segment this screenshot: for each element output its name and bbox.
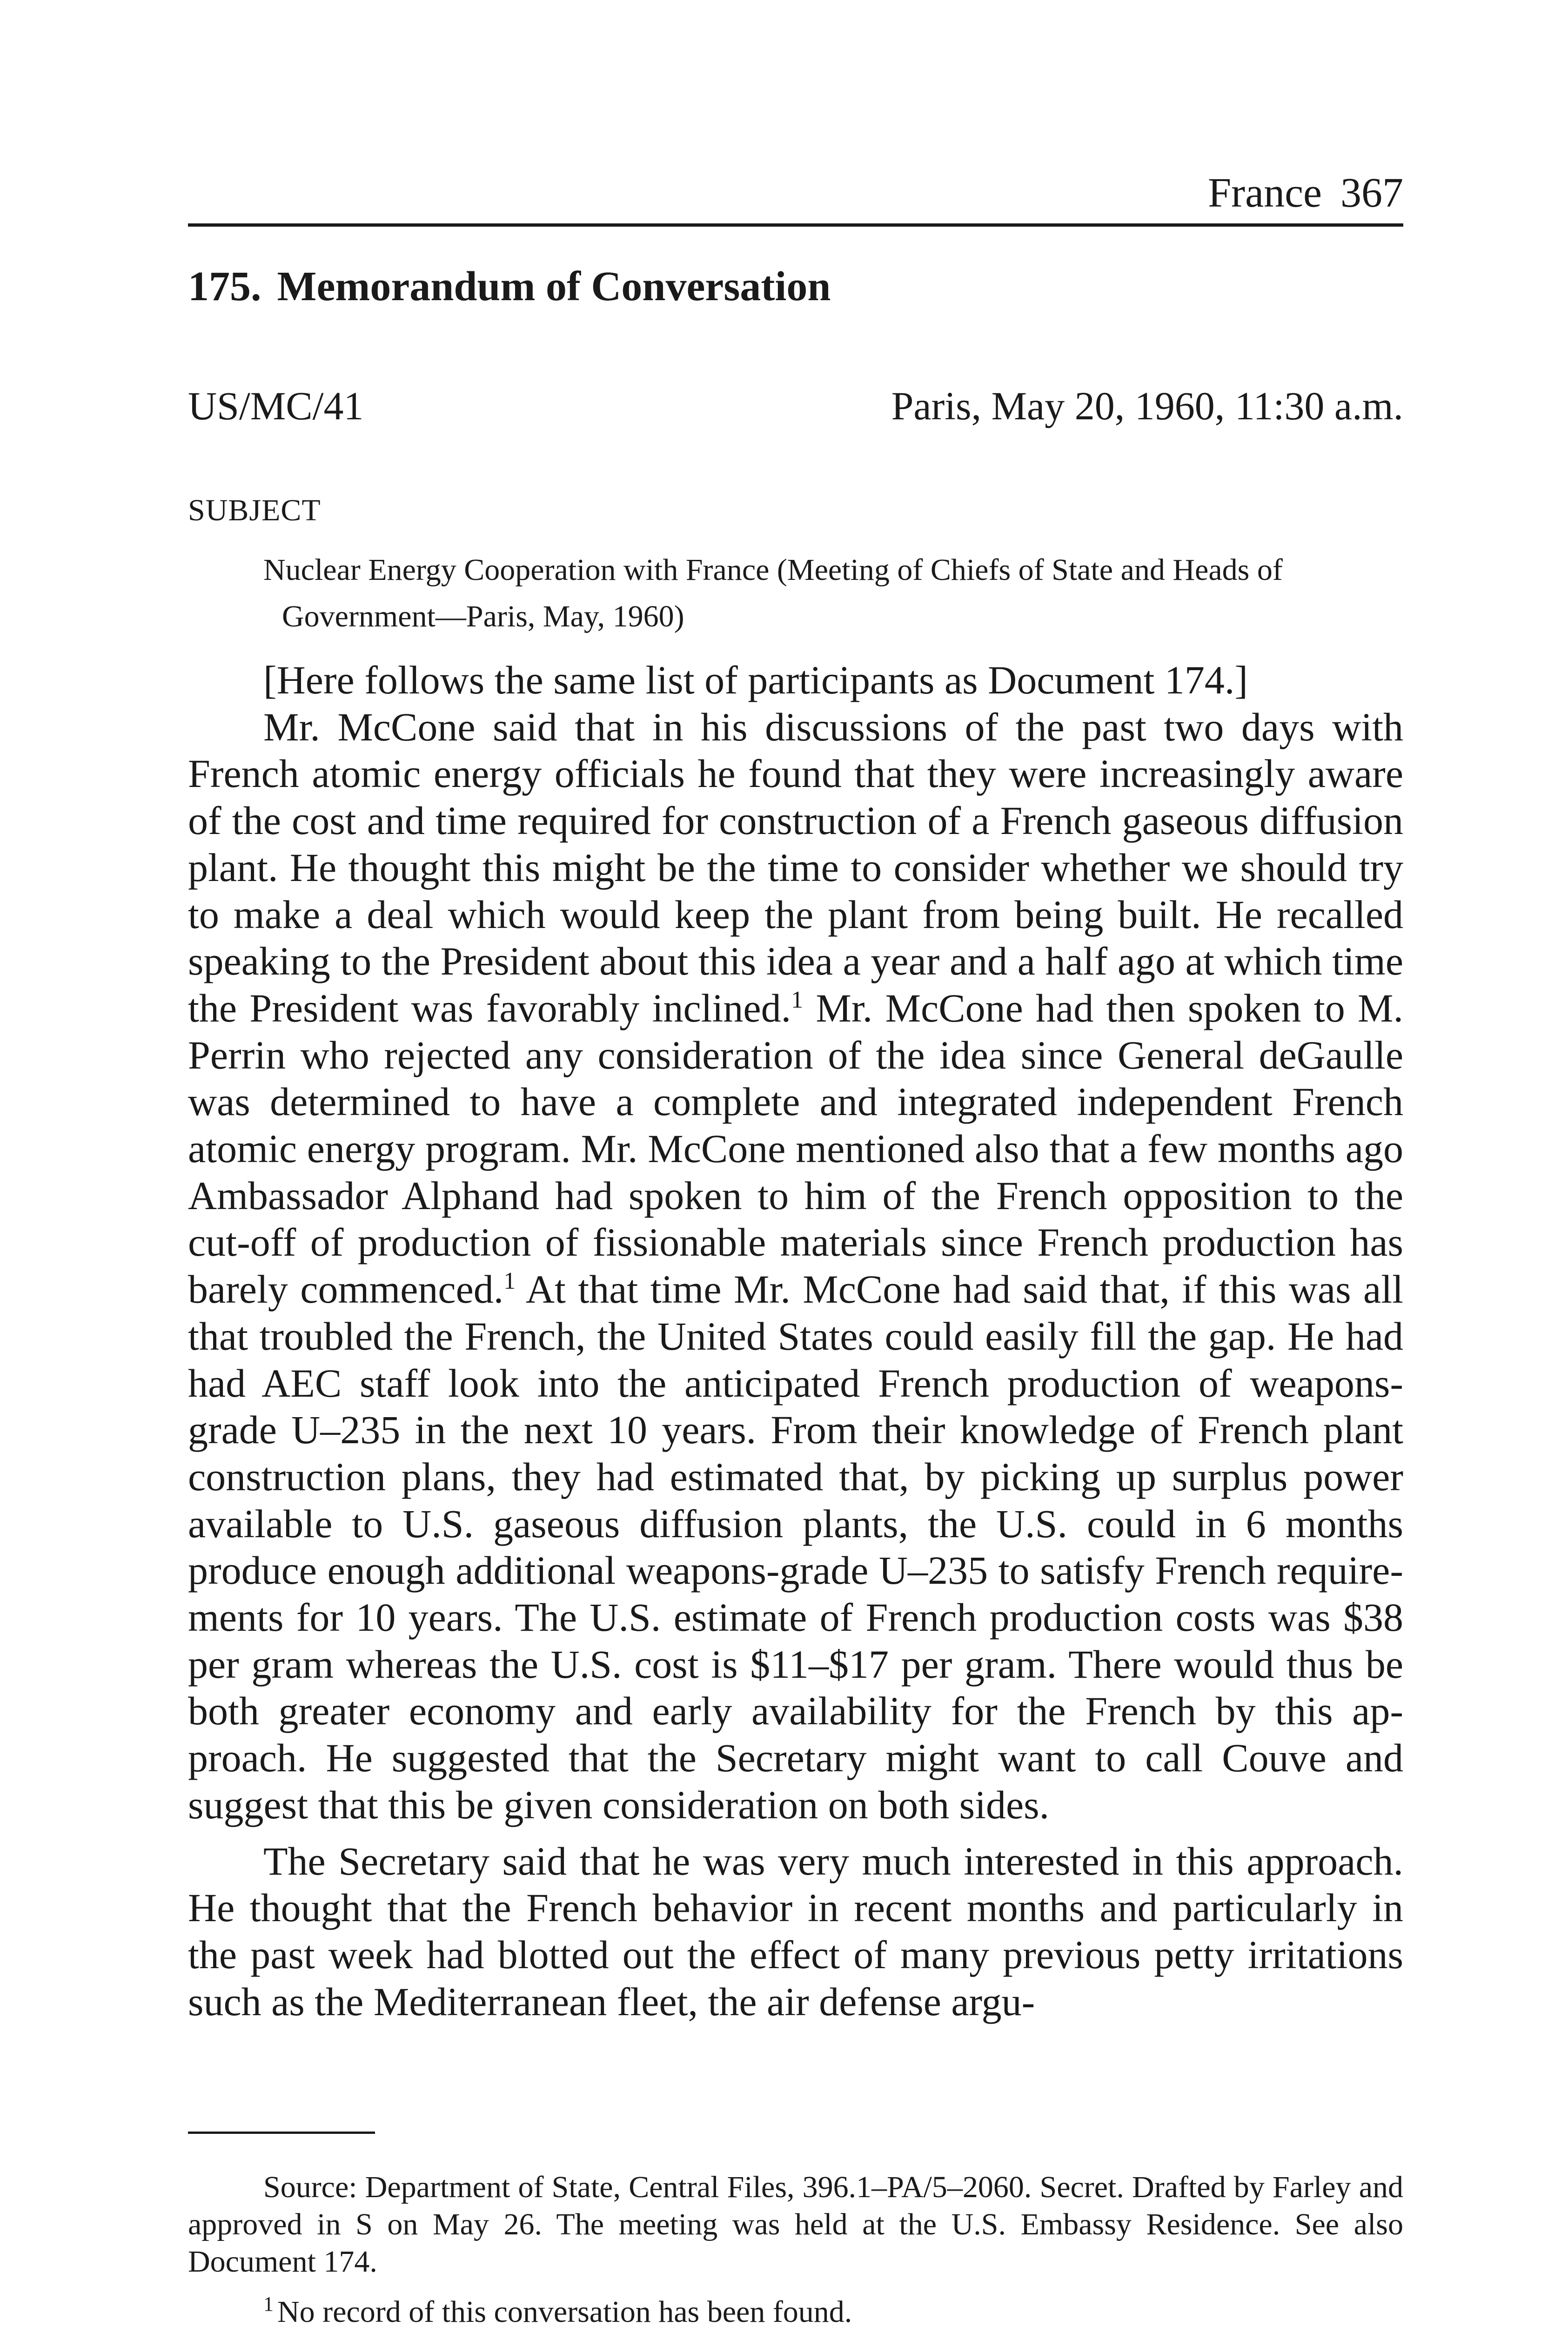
body-paragraph-1-part-a: Mr. McCone said that in his discussions of the past two days with French atomic energy officials he found that they were increasingly aware of the cost and time required for construction of a French gaseous diffusion plant. He thought this might be the time to consider whether we should try to make a deal which would keep the plant from being built. He recalled speaking to the President about this idea a year and a half ago at which time the President was favorably inclined. bbox=[188, 704, 1403, 1030]
footnote-reference: 1 bbox=[791, 986, 804, 1013]
subject-label: SUBJECT bbox=[188, 493, 321, 527]
page-number: 367 bbox=[1340, 170, 1403, 216]
footnotes bbox=[188, 2169, 1403, 2327]
subject-text: Nuclear Energy Cooperation with France (Meeting of Chiefs of State and Heads of Government—Paris, May, 1960) bbox=[263, 553, 1283, 633]
participants-note: [Here follows the same list of participants as Document 174.] bbox=[263, 658, 1248, 702]
header-rule bbox=[188, 223, 1403, 227]
source-note: Source: Department of State, Central Files, 396.1–PA/5–2060. Secret. Drafted by Farley and approved in S on May 26. The meeting was held at the U.S. Embassy Residence. See also Document 174. bbox=[188, 2170, 1403, 2279]
body-paragraph-1-part-c: At that time Mr. McCone had said that, if this was all that troubled the French, the United States could easily fill the gap. He had had AEC staff look into the anticipated French production of weapons-grade U–235 in the next 10 years. From their knowledge of French plant construction plans, they had estimated that, by picking up surplus power available to U.S. gaseous diffusion plants, the U.S. could in 6 months produce enough additional weapons-grade U–235 to satisfy French requirements for 10 years. The U.S. estimate of French production costs was $38 per gram whereas the U.S. cost is $11–$17 per gram. There would thus be both greater economy and early availability for the French by this approach. He suggested that the Secretary might want to call Couve and suggest that this be given consideration on both sides. bbox=[188, 1267, 1403, 1827]
document-place-date: Paris, May 20, 1960, 11:30 a.m. bbox=[891, 383, 1403, 428]
running-head-section: France bbox=[1208, 170, 1322, 216]
document-number: 175. bbox=[188, 263, 261, 309]
document-title: Memorandum of Conversation bbox=[277, 263, 831, 309]
body-paragraph-1-part-b: Mr. McCone had then spoken to M. Perrin who rejected any consideration of the idea since General deGaulle was determined to have a complete and integrated independent French atomic energy program. Mr. McCone mentioned also that a few months ago Ambassador Alphand had spoken to him of the French opposition to the cut-off of production of fissionable materials since French production has barely commenced. bbox=[188, 985, 1403, 1312]
footnote-1-text: No record of this conversation has been found. bbox=[277, 2295, 852, 2327]
document-page bbox=[188, 168, 1403, 2025]
body-paragraph-1 bbox=[188, 704, 1403, 1829]
document-meta bbox=[188, 380, 1403, 431]
footnote-reference: 1 bbox=[503, 1268, 516, 1295]
body-paragraph-2: The Secretary said that he was very much interested in this approach. He thought that the French behavior in recent months and particularly in the past week had blotted out the effect of many previous petty irritations such as the Mediterranean fleet, the air defense argu- bbox=[188, 1838, 1403, 2024]
body-text bbox=[188, 657, 1403, 2025]
document-heading bbox=[188, 261, 1403, 312]
footnote-1 bbox=[188, 2293, 1403, 2327]
running-head bbox=[188, 168, 1403, 219]
footnote-rule bbox=[188, 2132, 375, 2134]
document-reference: US/MC/41 bbox=[188, 383, 364, 428]
footnote-1-marker: 1 bbox=[263, 2293, 274, 2315]
